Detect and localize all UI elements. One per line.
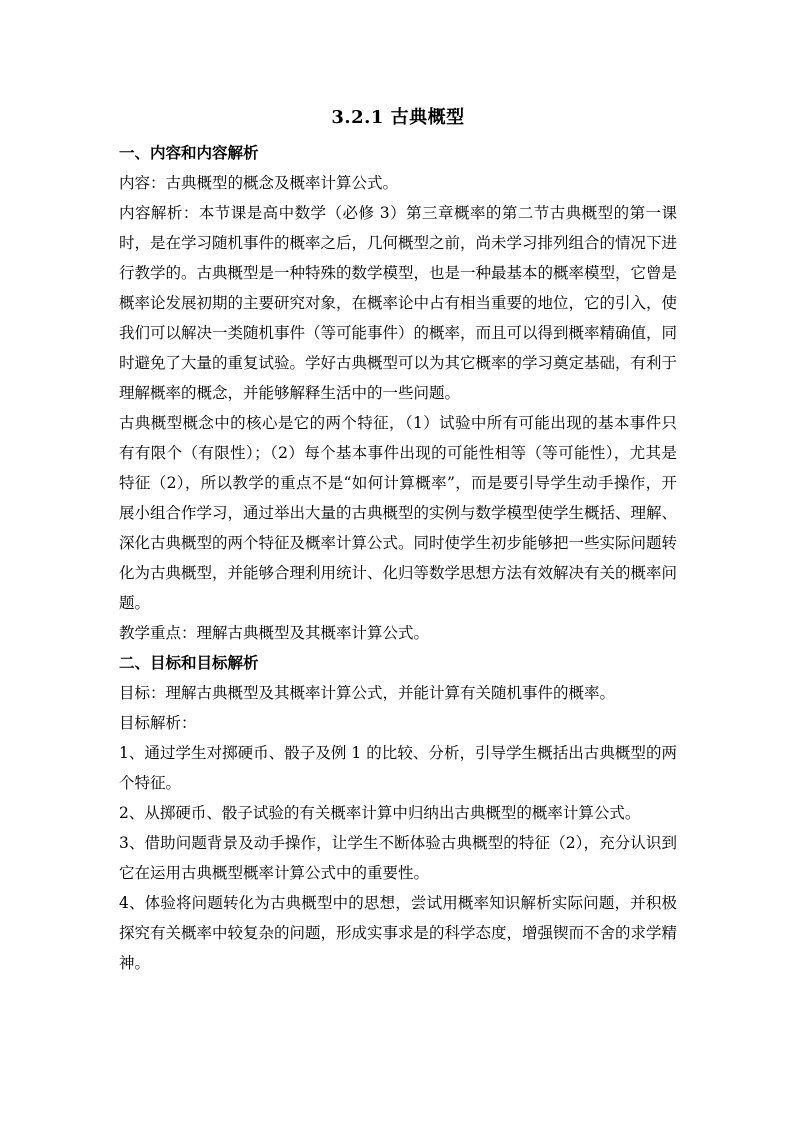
key-point-paragraph: 教学重点：理解古典概型及其概率计算公式。: [119, 624, 430, 642]
goal-item-2: 2、从掷硬币、骰子试验的有关概率计算中归纳出古典概型的概率计算公式。: [119, 804, 641, 822]
goal-paragraph: 目标：理解古典概型及其概率计算公式，并能计算有关随机事件的概率。: [119, 684, 616, 702]
goal-item-1: 1、通过学生对掷硬币、骰子及例 1 的比较、分析，引导学生概括出古典概型的两个特征。: [119, 744, 677, 792]
content-analysis-paragraph: 内容解析：本节课是高中数学（必修 3）第三章概率的第二节古典概型的第一课时，是在学习随机事件的概率之后，几何概型之前，尚未学习排列组合的情况下进行教学的。古典概型是一种特殊的数学模型，也是一种最基本的概率模型，它曾是概率论发展初期的主要研究对象，在概率论中占有相当重要的地位，它的引入，使我们可以解决一类随机事件（等可能事件）的概率，而且可以得到概率精确值，同时避免了大量的重复试验。学好古典概型可以为其它概率的学习奠定基础，有利于理解概率的概念，并能够解释生活中的一些问题。: [119, 204, 678, 402]
section-heading-content: 一、内容和内容解析: [119, 143, 259, 162]
document-title: 3.2.1 古典概型: [331, 107, 465, 128]
section-heading-goals: 二、目标和目标解析: [119, 653, 259, 672]
document-page: [119, 104, 677, 978]
goal-analysis-label: 目标解析：: [119, 714, 197, 732]
goal-item-3: 3、借助问题背景及动手操作，让学生不断体验古典概型的特征（2），充分认识到它在运用古典概型概率计算公式中的重要性。: [119, 834, 677, 882]
content-paragraph: 内容：古典概型的概念及概率计算公式。: [119, 174, 399, 192]
goal-item-4: 4、体验将问题转化为古典概型中的思想，尝试用概率知识解析实际问题，并积极探究有关概率中较复杂的问题，形成实事求是的科学态度，增强锲而不舍的求学精神。: [119, 894, 678, 972]
core-features-paragraph: 古典概型概念中的核心是它的两个特征，（1）试验中所有可能出现的基本事件只有有限个（有限性）；（2）每个基本事件出现的可能性相等（等可能性），尤其是特征（2），所以教学的重点不是“如何计算概率”，而是要引导学生动手操作，开展小组合作学习，通过举出大量的古典概型的实例与数学模型使学生概括、理解、深化古典概型的两个特征及概率计算公式。同时使学生初步能够把一些实际问题转化为古典概型，并能够合理利用统计、化归等数学思想方法有效解决有关的概率问题。: [119, 414, 678, 612]
